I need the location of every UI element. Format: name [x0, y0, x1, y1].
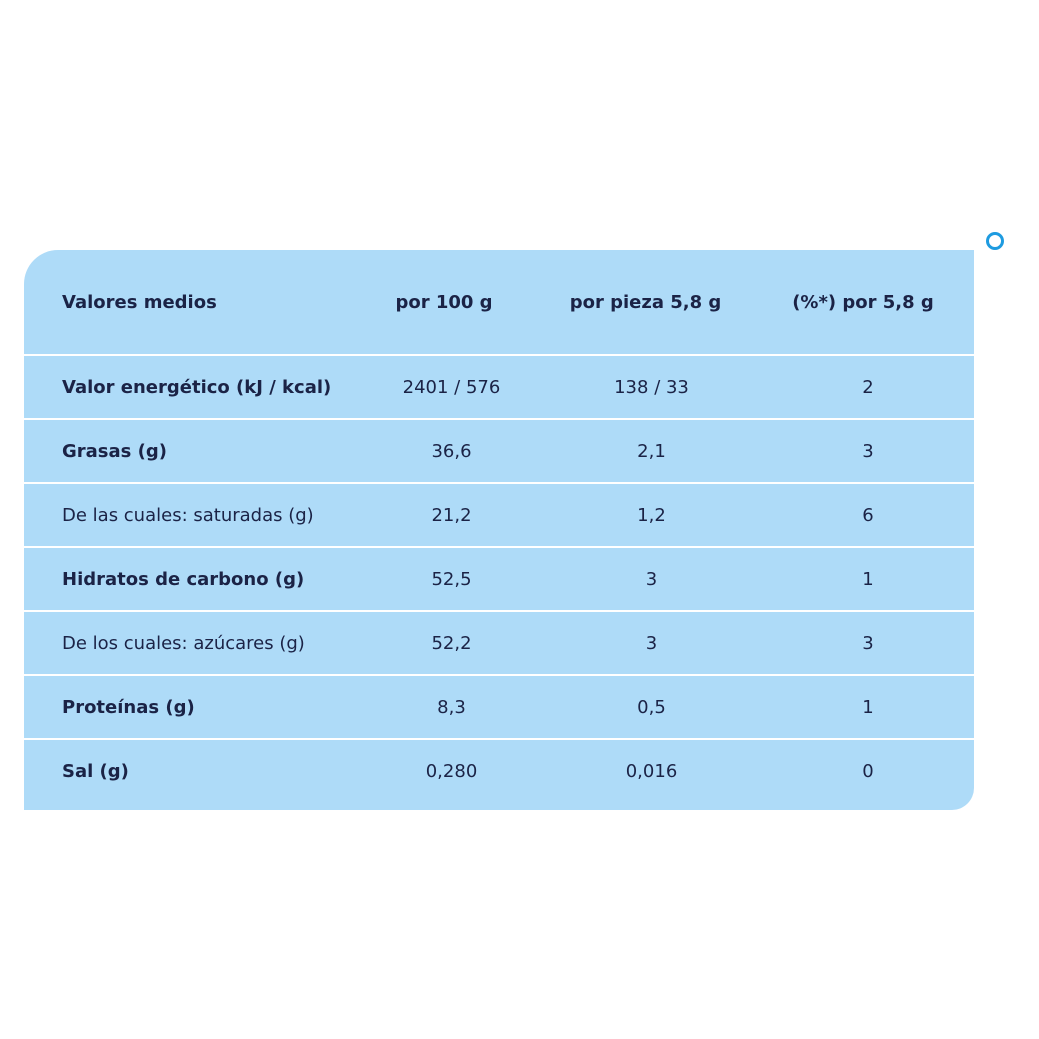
cell-per-piece: 3 — [645, 568, 658, 590]
row-label: De las cuales: saturadas (g) — [62, 504, 314, 526]
cell-per-piece: 1,2 — [637, 504, 666, 526]
cell-per-100g: 36,6 — [431, 440, 472, 462]
cell-per-100g: 52,2 — [431, 632, 472, 654]
circle-outline-icon — [986, 232, 1004, 250]
cell-per-100g: 21,2 — [431, 504, 472, 526]
cell-percentage: 0 — [862, 760, 874, 782]
table-row — [24, 354, 974, 418]
table-header-row — [24, 250, 974, 354]
cell-per-100g: 8,3 — [437, 696, 466, 718]
cell-percentage: 2 — [862, 376, 874, 398]
cell-percentage: 3 — [862, 632, 874, 654]
header-valores-medios: Valores medios — [62, 291, 217, 313]
table-row — [24, 418, 974, 482]
table-row — [24, 738, 974, 802]
cell-percentage: 6 — [862, 504, 874, 526]
cell-per-100g: 52,5 — [431, 568, 472, 590]
nutrition-table — [24, 250, 974, 810]
header-por-pieza: por pieza 5,8 g — [569, 291, 722, 313]
header-por-100g: por 100 g — [395, 291, 493, 313]
row-label: Proteínas (g) — [62, 696, 195, 718]
cell-per-piece: 2,1 — [637, 440, 666, 462]
row-label: Grasas (g) — [62, 440, 167, 462]
row-label: Sal (g) — [62, 760, 129, 782]
row-label: De los cuales: azúcares (g) — [62, 632, 305, 654]
cell-per-piece: 0,5 — [637, 696, 666, 718]
cell-per-piece: 0,016 — [625, 760, 678, 782]
row-label: Hidratos de carbono (g) — [62, 568, 305, 590]
row-label: Valor energético (kJ / kcal) — [62, 376, 332, 398]
cell-percentage: 1 — [862, 696, 874, 718]
cell-per-piece: 3 — [645, 632, 658, 654]
cell-per-100g: 0,280 — [425, 760, 478, 782]
table-row — [24, 674, 974, 738]
table-row — [24, 482, 974, 546]
cell-percentage: 3 — [862, 440, 874, 462]
header-percentage: (%*) por 5,8 g — [792, 291, 934, 313]
cell-per-piece: 138 / 33 — [614, 376, 689, 398]
table-row — [24, 610, 974, 674]
cell-per-100g: 2401 / 576 — [402, 376, 501, 398]
cell-percentage: 1 — [862, 568, 874, 590]
table-row — [24, 546, 974, 610]
